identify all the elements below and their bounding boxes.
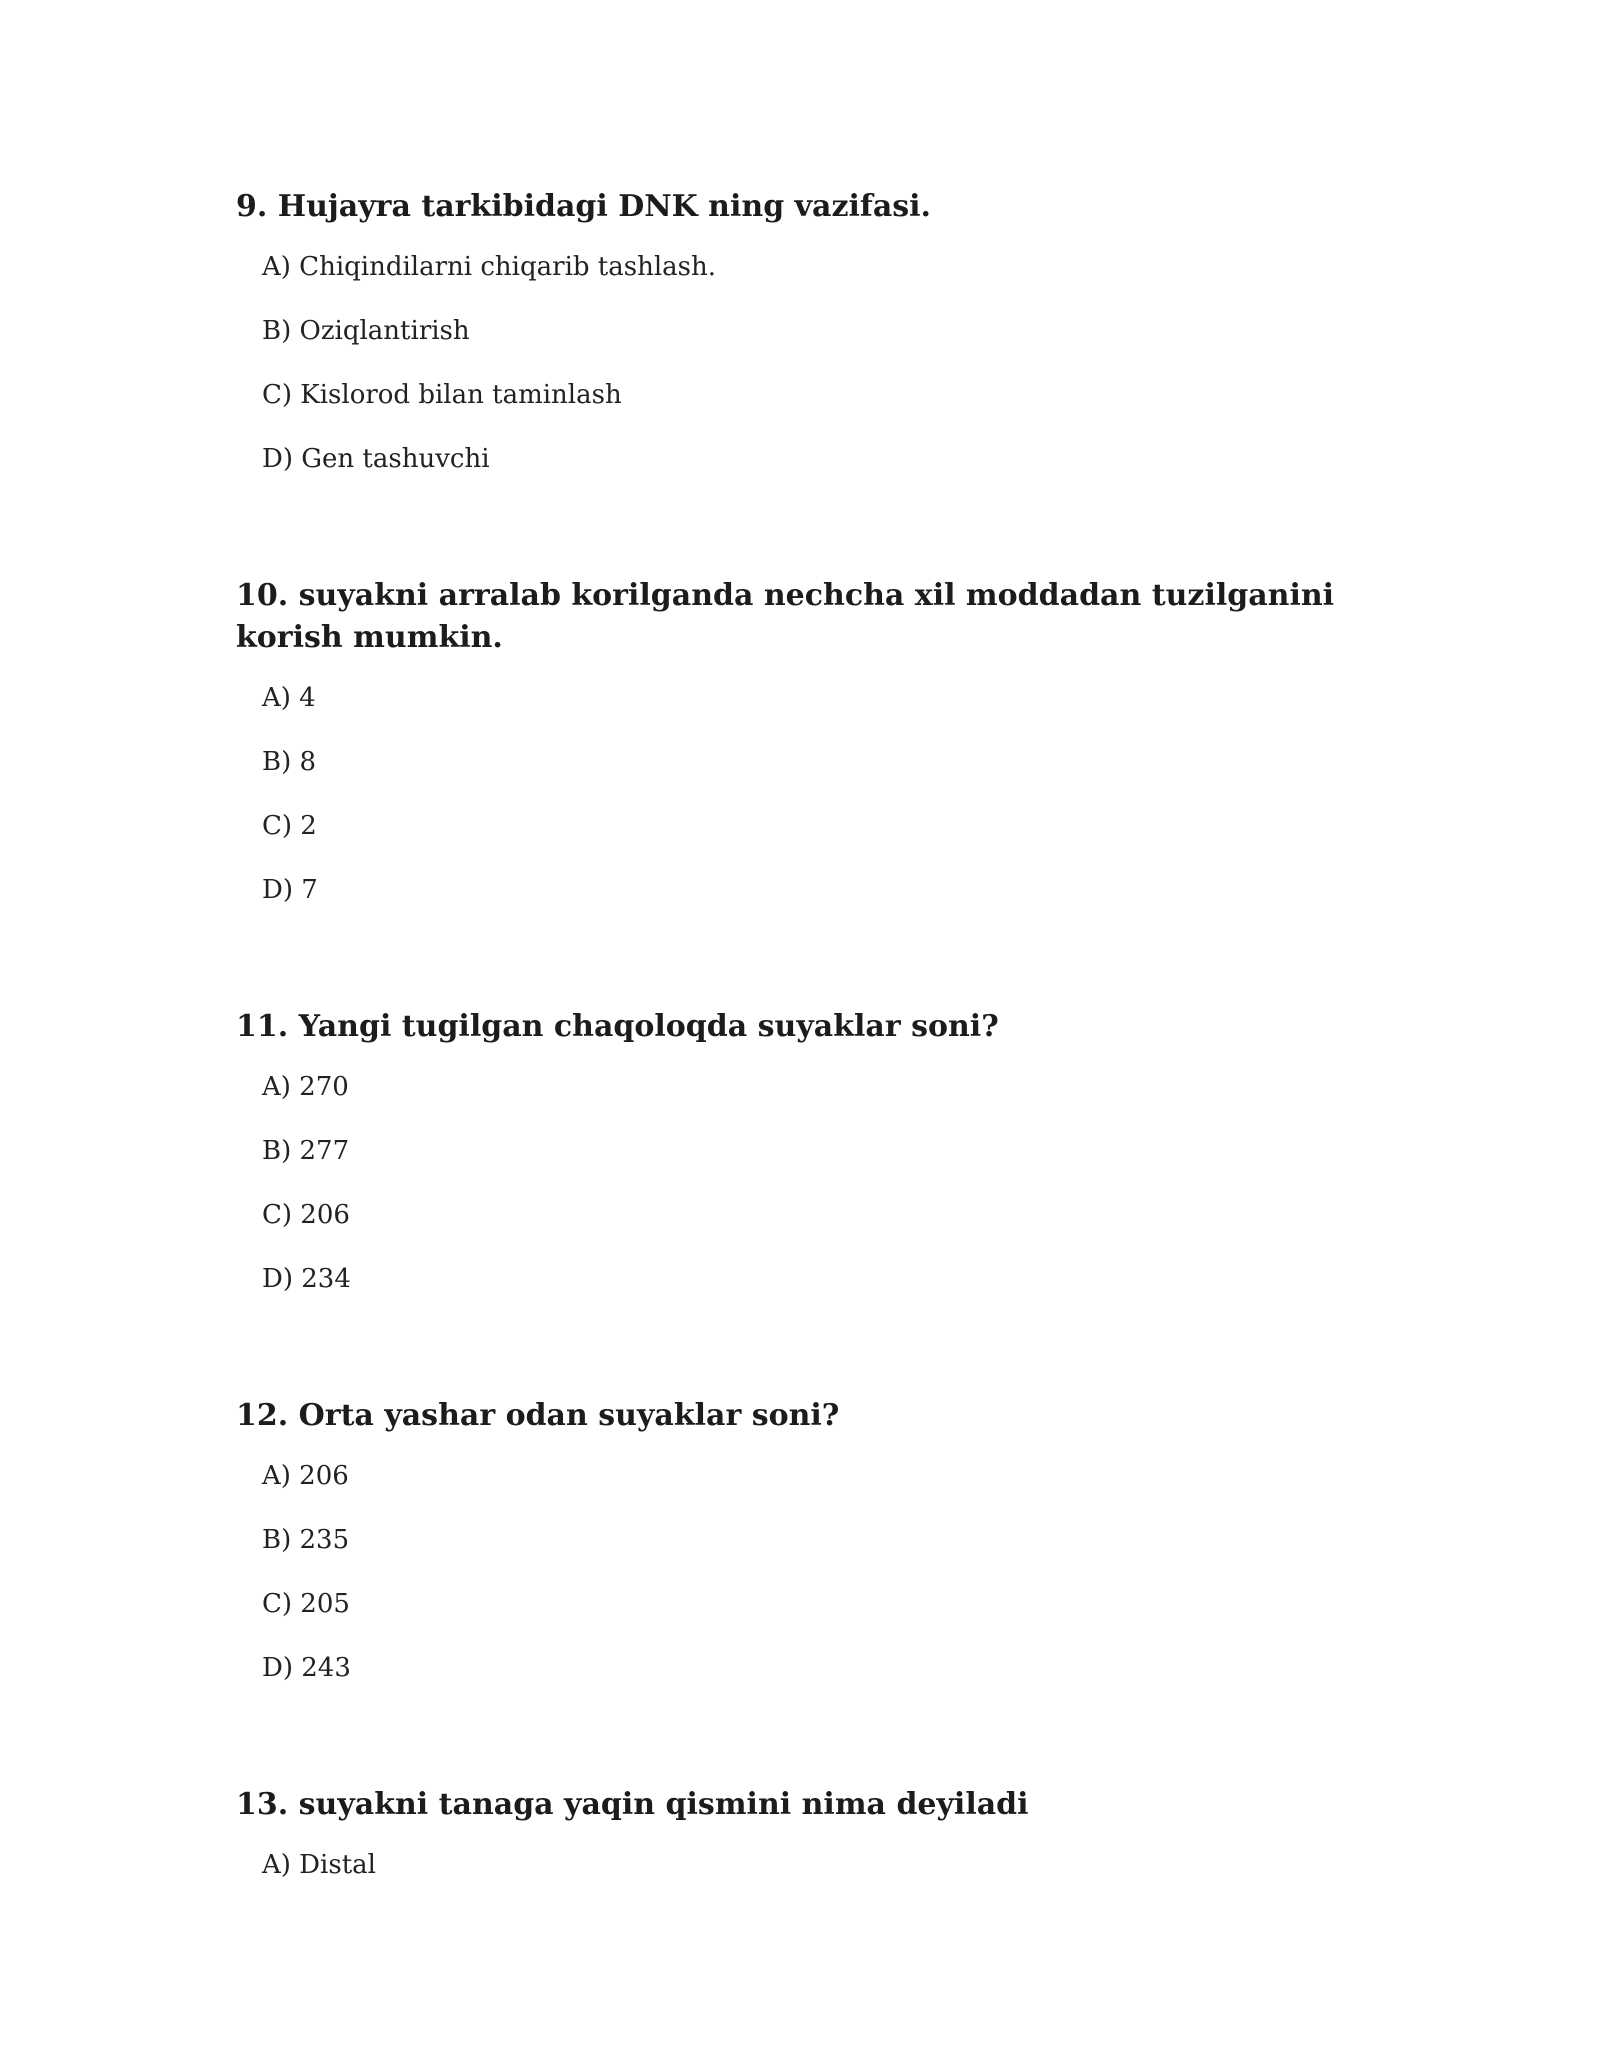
answer-option-a: A) Distal <box>262 1850 376 1880</box>
answer-option-a: A) 270 <box>262 1072 349 1102</box>
answer-options <box>236 1459 1346 1685</box>
answer-options <box>236 1848 1346 1882</box>
answer-option-d: D) 7 <box>262 875 318 905</box>
answer-option-c: C) 206 <box>262 1200 350 1230</box>
answer-options <box>236 250 1346 476</box>
question-title: 10. suyakni arralab korilganda nechcha xil moddadan tuzilganini korish mumkin. <box>236 578 1335 655</box>
answer-option-b: B) 277 <box>262 1136 350 1166</box>
answer-option-d: D) 234 <box>262 1264 351 1294</box>
answer-option-d: D) Gen tashuvchi <box>262 444 490 474</box>
answer-options <box>236 681 1346 907</box>
question-9 <box>236 186 1346 476</box>
question-title: 13. suyakni tanaga yaqin qismini nima deyiladi <box>236 1787 1029 1822</box>
question-title: 11. Yangi tugilgan chaqoloqda suyaklar soni? <box>236 1009 999 1044</box>
answer-option-a: A) 206 <box>262 1461 349 1491</box>
answer-options <box>236 1070 1346 1296</box>
answer-option-b: B) 235 <box>262 1525 350 1555</box>
answer-option-c: C) 2 <box>262 811 317 841</box>
answer-option-b: B) Oziqlantirish <box>262 316 470 346</box>
answer-option-a: A) Chiqindilarni chiqarib tashlash. <box>262 252 716 282</box>
question-11 <box>236 1006 1346 1296</box>
answer-option-a: A) 4 <box>262 683 316 713</box>
answer-option-c: C) 205 <box>262 1589 350 1619</box>
question-12 <box>236 1395 1346 1685</box>
question-title: 12. Orta yashar odan suyaklar soni? <box>236 1398 840 1433</box>
answer-option-c: C) Kislorod bilan taminlash <box>262 380 622 410</box>
question-13 <box>236 1784 1346 1882</box>
question-title: 9. Hujayra tarkibidagi DNK ning vazifasi. <box>236 189 931 224</box>
answer-option-d: D) 243 <box>262 1653 351 1683</box>
answer-option-b: B) 8 <box>262 747 317 777</box>
question-10 <box>236 575 1346 907</box>
